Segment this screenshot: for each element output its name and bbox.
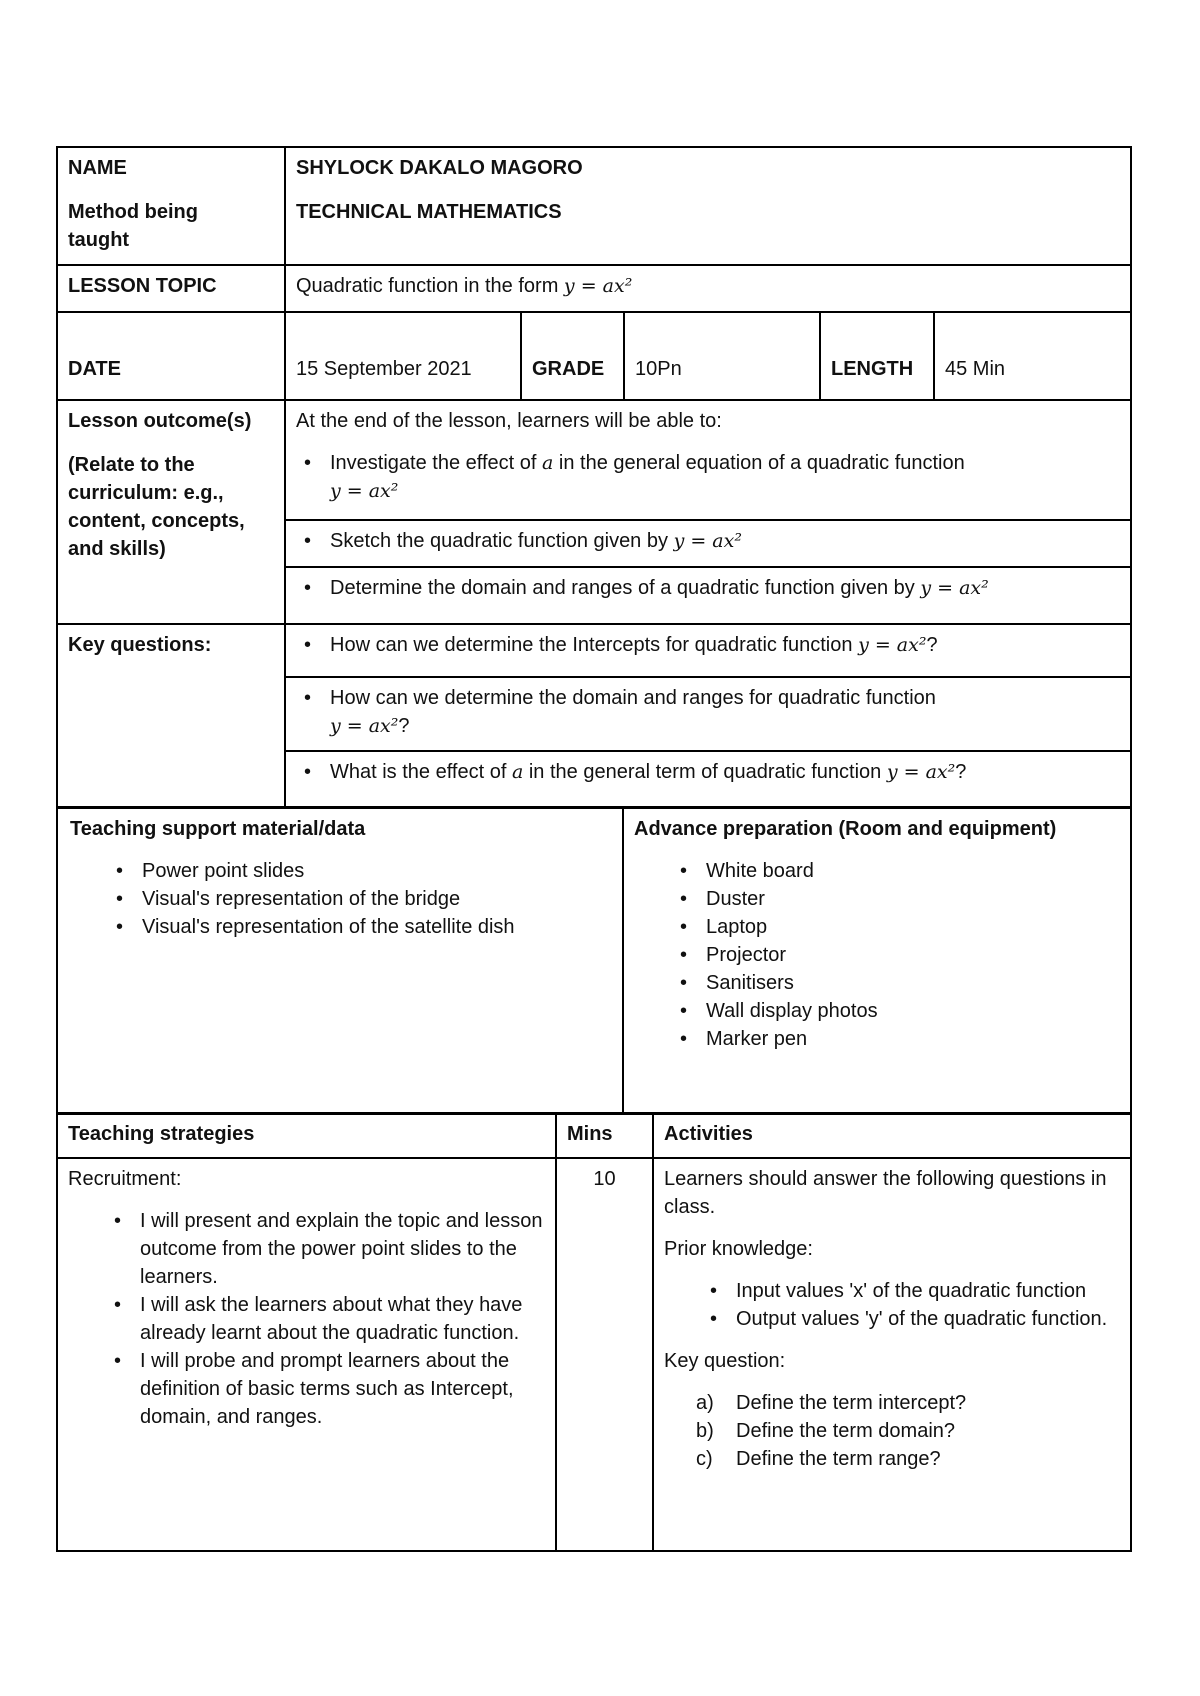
key-questions-label: Key questions: [57, 624, 285, 807]
topic-value-cell [285, 265, 1131, 312]
grade-label: GRADE [521, 312, 624, 400]
materials-cell [57, 808, 623, 1114]
name-value-cell [285, 147, 1131, 265]
key-question-label: Key question: [664, 1350, 786, 1372]
preparation-label: Advance preparation (Room and equipment) [634, 818, 1057, 840]
key-question-cell-1 [285, 624, 1131, 677]
outcome-item: • Determine the domain and ranges of a quadratic function given by y = ax² [330, 574, 1120, 602]
strategies-cell [57, 1158, 556, 1551]
method-label: Method being taught [68, 201, 198, 251]
key-question-item: • What is the effect of a in the general term of quadratic function y = ax²? [330, 758, 1120, 786]
method-value: TECHNICAL MATHEMATICS [296, 201, 562, 223]
activities-intro: Learners should answer the following questions in class. [664, 1168, 1107, 1218]
strategies-table [56, 1112, 1132, 1552]
resources-table [56, 807, 1132, 1115]
preparation-item: • White board [706, 857, 1120, 885]
outcomes-intro: At the end of the lesson, learners will be able to: [296, 410, 722, 432]
length-value: 45 Min [934, 312, 1131, 400]
activities-header: Activities [653, 1113, 1131, 1158]
topic-value: Quadratic function in the form [296, 275, 559, 297]
strategies-header: Teaching strategies [57, 1113, 556, 1158]
name-value: SHYLOCK DAKALO MAGORO [296, 157, 583, 179]
preparation-item: • Duster [706, 885, 1120, 913]
name-label-cell [57, 147, 285, 265]
key-question-list-item: a) Define the term intercept? [696, 1392, 967, 1414]
key-question-item: • How can we determine the domain and ranges for quadratic function y = ax²? [330, 684, 1120, 740]
date-value: 15 September 2021 [285, 312, 521, 400]
key-question-item: • How can we determine the Intercepts for quadratic function y = ax²? [330, 631, 1120, 659]
name-label: NAME [68, 157, 127, 179]
outcome-cell-2 [285, 520, 1131, 567]
preparation-item: • Laptop [706, 913, 1120, 941]
preparation-cell [623, 808, 1131, 1114]
outcomes-note: (Relate to the curriculum: e.g., content, concepts, and skills) [68, 454, 245, 560]
key-question-cell-3 [285, 751, 1131, 807]
topic-formula: y = ax² [563, 275, 633, 297]
prior-item: • Input values 'x' of the quadratic function [736, 1277, 1120, 1305]
material-item: • Visual's representation of the bridge [142, 885, 612, 913]
phase-label: Recruitment: [68, 1168, 182, 1190]
preparation-item: • Projector [706, 941, 1120, 969]
material-item: • Power point slides [142, 857, 612, 885]
preparation-item: • Marker pen [706, 1025, 1120, 1053]
key-question-list-item: b) Define the term domain? [696, 1420, 956, 1442]
materials-label: Teaching support material/data [70, 818, 366, 840]
outcome-cell-3 [285, 567, 1131, 624]
key-question-list-item: c) Define the term range? [696, 1448, 941, 1470]
preparation-item: • Wall display photos [706, 997, 1120, 1025]
outcomes-table [56, 399, 1132, 808]
date-label: DATE [57, 312, 285, 400]
material-item: • Visual's representation of the satellite dish [142, 913, 612, 941]
outcome-item: • Investigate the effect of a in the general equation of a quadratic function y = ax² [330, 449, 1120, 505]
prior-knowledge-label: Prior knowledge: [664, 1238, 813, 1260]
length-label: LENGTH [820, 312, 934, 400]
outcome-item: • Sketch the quadratic function given by y = ax² [330, 527, 1120, 555]
strategy-item: • I will probe and prompt learners about the definition of basic terms such as Intercept, domain, and ranges. [140, 1347, 545, 1431]
grade-value: 10Pn [624, 312, 820, 400]
outcomes-label-cell [57, 400, 285, 624]
outcomes-label: Lesson outcome(s) [68, 410, 252, 432]
topic-label: LESSON TOPIC [57, 265, 285, 312]
preparation-item: • Sanitisers [706, 969, 1120, 997]
mins-value: 10 [556, 1158, 653, 1551]
strategy-item: • I will present and explain the topic and lesson outcome from the power point slides to the learners. [140, 1207, 545, 1291]
prior-item: • Output values 'y' of the quadratic function. [736, 1305, 1120, 1333]
key-question-cell-2 [285, 677, 1131, 751]
activities-cell [653, 1158, 1131, 1551]
outcome-cell-1 [285, 400, 1131, 520]
strategy-item: • I will ask the learners about what they have already learnt about the quadratic function. [140, 1291, 545, 1347]
mins-header: Mins [556, 1113, 653, 1158]
lesson-info-table [56, 146, 1132, 401]
